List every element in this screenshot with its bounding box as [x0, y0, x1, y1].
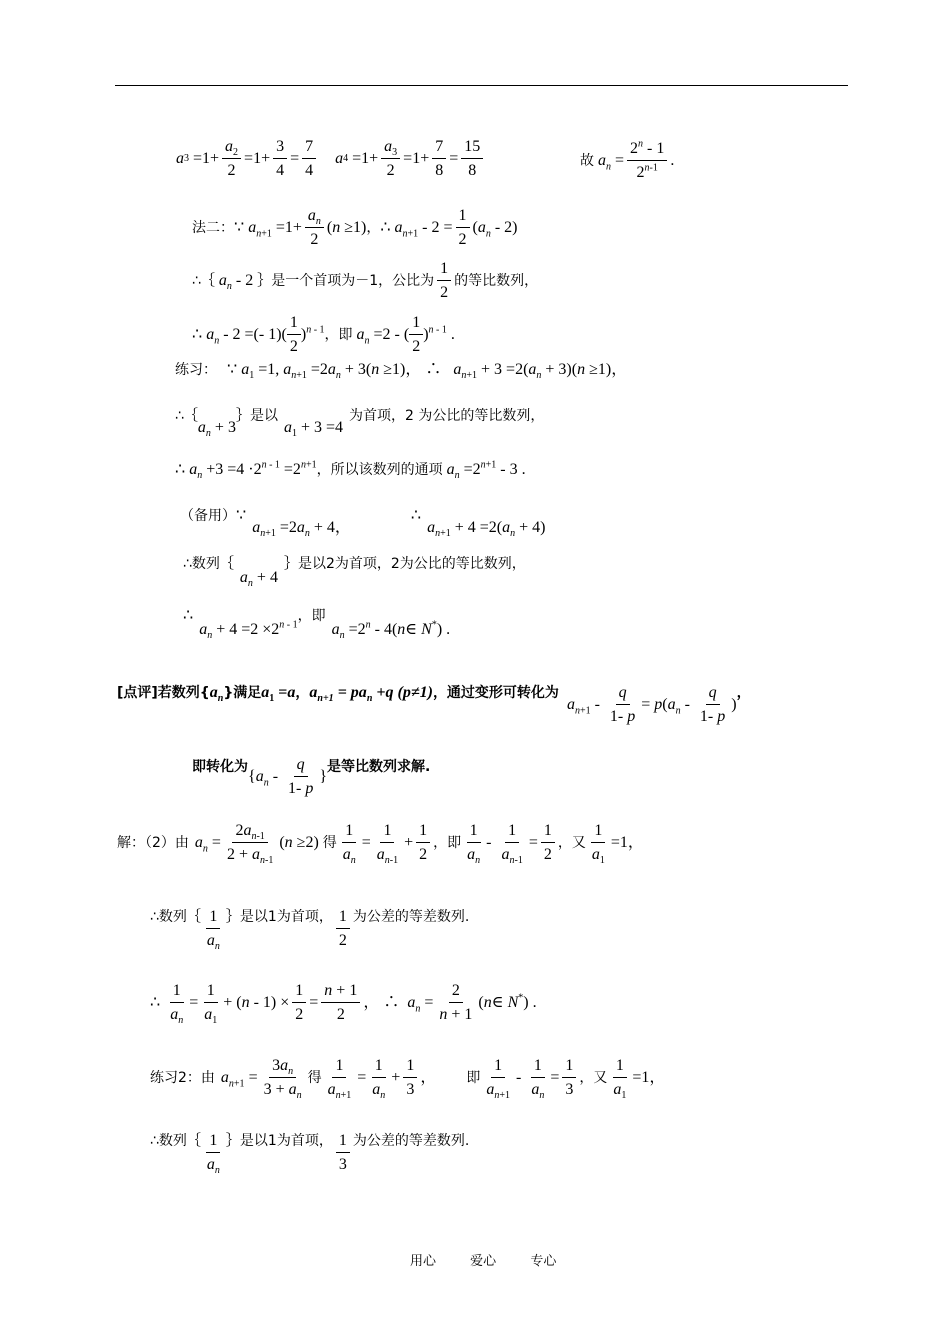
- footer-yongxin: 用心: [410, 1254, 437, 1269]
- footer-aixin: 爱心: [470, 1254, 497, 1269]
- equation-an-result: 故 $a_n$ = $\frac{2^n - 1}{2^{n-1}}$ .: [580, 138, 675, 182]
- method2-line: 法二： ∵ $a_{n+1} =1+$ $\frac{a_n}{2}$ (n ≥1) ， ∴ $a_{n+1} - 2$ = $\frac{1}{2}$ $(a_n - 2)$: [192, 207, 518, 249]
- page-footer: [410, 1250, 586, 1269]
- gu-label: 故: [580, 153, 594, 170]
- comment-line: [点评]若数列{ $a_n$ }满足 a $_1$ = a ， $a_{n+1} = pa_n +q$ (p≠1) ，通过变形可转化为 $a_{n+1}$ - $\frac{q}{1- p}$ = $p(a_n$ - $\frac{q}{1- p}$ ) ，: [117, 684, 751, 726]
- equation-a3-a4: a 3 =1+ $\frac{a_2}{2}$ =1+ $\frac{3}{4}$ = $\frac{7}{4}$ a 4 =1+ $\frac{a_3}{2}$ =1+ $\frac{7}{8}$ = $\frac{15}{8}$: [176, 138, 486, 181]
- practice-line: 练习： ∵ $a_1 =1$, $a_{n+1} =2a_n + 3(n \ge 1)$， ∴ $a_{n+1} + 3 =2(a_n + 3)(n \ge 1)$，: [175, 361, 628, 382]
- footer-zhuanxin: 专心: [530, 1254, 557, 1269]
- alternate-general-term-line: ∴ $a_n + 4 =2 \times 2^{n - 1}$ ，即 $a_n =2^n$ - 4(n∈ N*) .: [183, 607, 451, 642]
- conversion-line: 即转化为 {$a_n$ - $\frac{q}{1- p}$ } 是等比数列求解.: [192, 756, 431, 798]
- general-term-line: ∴ $a_n - 2$ =(- 1)( $\frac{1}{2}$ )$^{n - 1}$ ，即 $a_n =2$ - ( $\frac{1}{2}$ )$^{n - 1}$ .: [192, 314, 455, 356]
- solution-2-line: 解：（2）由 $a_n$ = $\frac{2a_{n-1}}{2 + a_{n-1}}$ (n ≥2) 得 $\frac{1}{a_n}$ = $\frac{1}{a_{n-1}}$ + $\frac{1}{2}$ ，即 $\frac{1}{a_n}$ - $\frac{1}{a_{n-1}}$ = $\frac{1}{2}$ ，又 $\frac{1}{a_1}$ =1，: [117, 822, 644, 867]
- header-rule: [115, 85, 848, 86]
- practice-general-term-line: ∴ $a_n +3 =4 \cdot 2^{n - 1} =2^{n+1}$ ，所以该数列的通项 $a_n =2^{n+1} - 3$ .: [175, 459, 526, 482]
- arithmetic-general-term-line: ∴ $\frac{1}{a_n}$ = $\frac{1}{a_1}$ + (n - 1) × $\frac{1}{2}$ = $\frac{n + 1}{2}$ ， ∴ $a_n$ = $\frac{2}{n + 1}$ (n∈ N*) .: [150, 982, 537, 1027]
- practice-conclusion-line: ∴｛ $a_n + 3$ ｝是以 $a_1 + 3 =4$ 为首项，2 为公比的等比数列，: [175, 408, 545, 440]
- practice-2-line: 练习2：由 $a_{n+1}$ = $\frac{3a_n}{3 + a_n}$ 得 $\frac{1}{a_{n+1}}$ = $\frac{1}{a_n}$ + $\frac{1}{3}$ ， 即 $\frac{1}{a_{n+1}}$ - $\frac{1}{a_n}$ = $\frac{1}{3}$ ，又 $\frac{1}{a_1}$ =1，: [150, 1057, 666, 1102]
- alternate-geometric-line: ∴数列｛ $a_n + 4$ ｝是以2为首项，2为公比的等比数列，: [183, 556, 526, 590]
- alternate-line: （备用） ∵ $a_{n+1} =2a_n + 4$， ∴ $a_{n+1} + 4 =2(a_n + 4)$: [180, 507, 546, 540]
- arithmetic-sequence-line: ∴数列｛ $\frac{1}{a_n}$ ｝是以1为首项， $\frac{1}{2}$ 为公差的等差数列.: [150, 908, 470, 953]
- practice-2-conclusion-line: ∴数列｛ $\frac{1}{a_n}$ ｝是以1为首项， $\frac{1}{3}$ 为公差的等差数列.: [150, 1132, 470, 1177]
- geometric-sequence-line: ∴｛ $a_n - 2$ ｝是一个首项为－1，公比为 $\frac{1}{2}$ 的等比数列，: [192, 260, 539, 302]
